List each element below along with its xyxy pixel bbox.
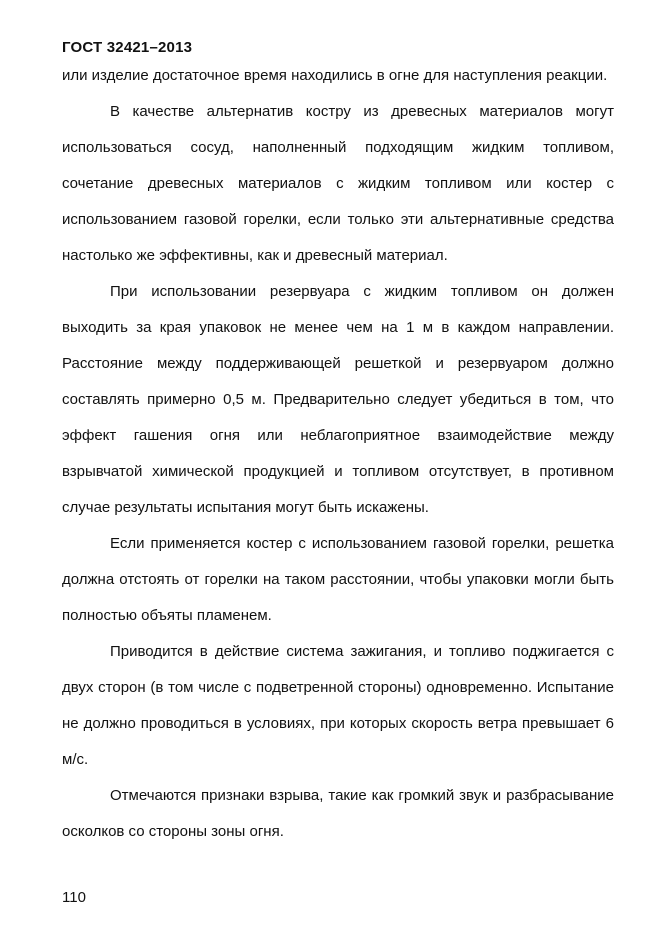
paragraph-explosion-signs: Отмечаются признаки взрыва, такие как громкий звук и разбрасывание осколков со стороны зоны огня. xyxy=(62,787,614,840)
page-number: 110 xyxy=(62,889,86,906)
paragraph-alternatives: В качестве альтернатив костру из древесных материалов могут использоваться сосуд, наполненный подходящим жидким топливом, сочетание древесных материалов с жидким топливом или костер с использованием газовой горелки, если только эти альтернативные средства настолько же эффективны, как и древесный материал. xyxy=(62,103,614,264)
paragraph-fuel-tank: При использовании резервуара с жидким топливом он должен выходить за края упаковок не менее чем на 1 м в каждом направлении. Расстояние между поддерживающей решеткой и резервуаром должно составлять примерно 0,5 м. Предварительно следует убедиться в том, что эффект гашения огня или неблагоприятное взаимодействие между взрывчатой химической продукцией и топливом отсутствует, в противном случае результаты испытания могут быть искажены. xyxy=(62,283,614,516)
document-body xyxy=(62,58,614,850)
paragraph-gas-burner: Если применяется костер с использованием газовой горелки, решетка должна отстоять от горелки на таком расстоянии, чтобы упаковки могли быть полностью объяты пламенем. xyxy=(62,535,614,624)
document-header: ГОСТ 32421–2013 xyxy=(62,39,193,56)
paragraph-continuation: или изделие достаточное время находились в огне для наступления реакции. xyxy=(62,67,608,84)
paragraph-ignition: Приводится в действие система зажигания, и топливо поджигается с двух сторон (в том числе с подветренной стороны) одновременно. Испытание не должно проводиться в условиях, при которых скорость ветра превышает 6 м/с. xyxy=(62,643,614,768)
